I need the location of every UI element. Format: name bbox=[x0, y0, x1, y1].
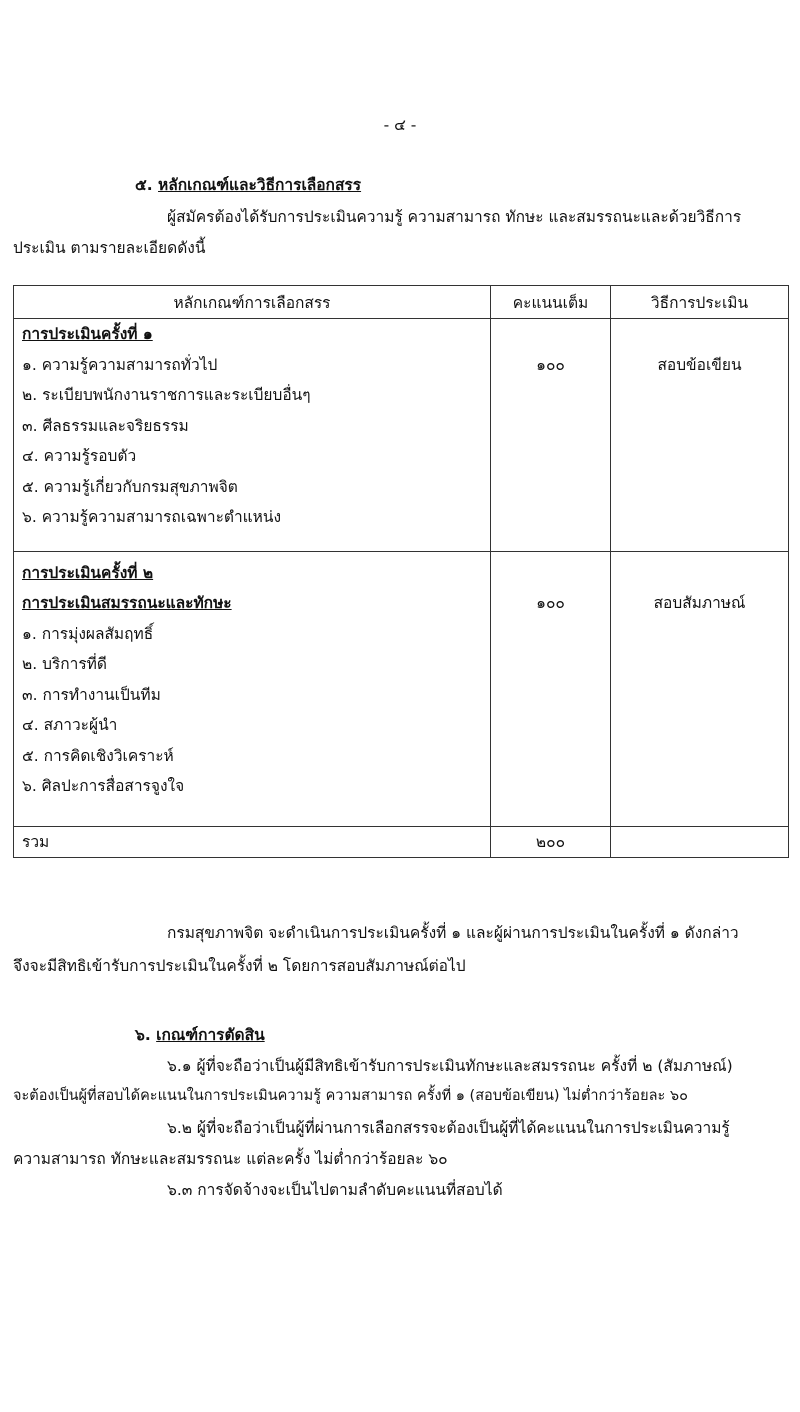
header-full-score: คะแนนเต็ม bbox=[491, 286, 611, 319]
section-5-heading bbox=[135, 172, 361, 197]
round-2-method: สอบสัมภาษณ์ bbox=[653, 594, 746, 612]
list-item: ๖. ความรู้ความสามารถเฉพาะตำแหน่ง bbox=[22, 508, 282, 526]
section-6-p2-line-1: ๖.๒ ผู้ที่จะถือว่าเป็นผู้ที่ผ่านการเลือกสรรจะต้องเป็นผู้ที่ได้คะแนนในการประเมินความรู้ bbox=[167, 1119, 730, 1137]
total-score: ๒๐๐ bbox=[491, 826, 611, 857]
page-number: - ๔ - bbox=[383, 116, 417, 134]
note-line-2: จึงจะมีสิทธิเข้ารับการประเมินในครั้งที่ ๒ โดยการสอบสัมภาษณ์ต่อไป bbox=[13, 957, 466, 975]
list-item: ๕. การคิดเชิงวิเคราะห์ bbox=[22, 746, 174, 765]
list-item: ๑. ความรู้ความสามารถทั่วไป bbox=[22, 355, 218, 374]
table-header-row bbox=[14, 286, 789, 319]
round-1-criteria-cell bbox=[14, 319, 491, 552]
section-6-p1-line-1: ๖.๑ ผู้ที่จะถือว่าเป็นผู้มีสิทธิเข้ารับการประเมินทักษะและสมรรถนะ ครั้งที่ ๒ (สัมภาษณ์) bbox=[167, 1057, 733, 1075]
list-item: ๕. ความรู้เกี่ยวกับกรมสุขภาพจิต bbox=[22, 477, 238, 496]
list-item: ๒. ระเบียบพนักงานราชการและระเบียบอื่นๆ bbox=[22, 386, 311, 404]
section-5-intro-line-2: ประเมิน ตามรายละเอียดดังนี้ bbox=[13, 239, 206, 257]
table-row-round-1 bbox=[14, 319, 789, 552]
round-2-score: ๑๐๐ bbox=[536, 594, 565, 612]
list-item: ๔. สภาวะผู้นำ bbox=[22, 716, 118, 734]
criteria-table bbox=[13, 285, 789, 858]
total-method-cell bbox=[611, 826, 789, 857]
table-row-round-2 bbox=[14, 551, 789, 826]
list-item: ๒. บริการที่ดี bbox=[22, 655, 107, 673]
section-5-intro-line-1: ผู้สมัครต้องได้รับการประเมินความรู้ ความสามารถ ทักษะ และสมรรถนะและด้วยวิธีการ bbox=[167, 208, 742, 226]
round-2-criteria-cell bbox=[14, 551, 491, 826]
note-line-1: กรมสุขภาพจิต จะดำเนินการประเมินครั้งที่ ๑ และผู้ผ่านการประเมินในครั้งที่ ๑ ดังกล่าว bbox=[167, 924, 739, 942]
section-6-p3: ๖.๓ การจัดจ้างจะเป็นไปตามลำดับคะแนนที่สอบได้ bbox=[167, 1181, 503, 1199]
section-5-title: หลักเกณฑ์และวิธีการเลือกสรร bbox=[158, 176, 362, 194]
section-6-heading bbox=[135, 1022, 265, 1047]
list-item: ๑. การมุ่งผลสัมฤทธิ์ bbox=[22, 624, 154, 643]
round-1-method-cell bbox=[611, 319, 789, 552]
list-item: ๓. ศีลธรรมและจริยธรรม bbox=[22, 416, 189, 435]
round-2-subtitle: การประเมินสมรรถนะและทักษะ bbox=[22, 594, 232, 612]
round-2-title: การประเมินครั้งที่ ๒ bbox=[22, 563, 154, 582]
header-criteria: หลักเกณฑ์การเลือกสรร bbox=[14, 286, 491, 319]
round-1-title: การประเมินครั้งที่ ๑ bbox=[22, 325, 153, 343]
section-6-p1-line-2: จะต้องเป็นผู้ที่สอบได้คะแนนในการประเมินความรู้ ความสามารถ ครั้งที่ ๑ (สอบข้อเขียน) ไม่ต่ำกว่าร้อยละ ๖๐ bbox=[13, 1088, 688, 1104]
list-item: ๖. ศิลปะการสื่อสารจูงใจ bbox=[22, 777, 185, 795]
section-6-title: เกณฑ์การตัดสิน bbox=[156, 1026, 265, 1044]
section-6-number: ๖. bbox=[135, 1026, 151, 1044]
list-item: ๓. การทำงานเป็นทีม bbox=[22, 685, 161, 704]
total-label: รวม bbox=[14, 826, 491, 857]
table-row-total bbox=[14, 826, 789, 857]
round-2-score-cell bbox=[491, 551, 611, 826]
round-1-score-cell bbox=[491, 319, 611, 552]
round-1-score: ๑๐๐ bbox=[536, 355, 565, 374]
round-1-method: สอบข้อเขียน bbox=[657, 355, 742, 374]
list-item: ๔. ความรู้รอบตัว bbox=[22, 447, 137, 465]
header-method: วิธีการประเมิน bbox=[611, 286, 789, 319]
round-2-method-cell bbox=[611, 551, 789, 826]
section-6-p2-line-2: ความสามารถ ทักษะและสมรรถนะ แต่ละครั้ง ไม่ต่ำกว่าร้อยละ ๖๐ bbox=[13, 1150, 448, 1168]
section-5-number: ๕. bbox=[135, 176, 153, 194]
